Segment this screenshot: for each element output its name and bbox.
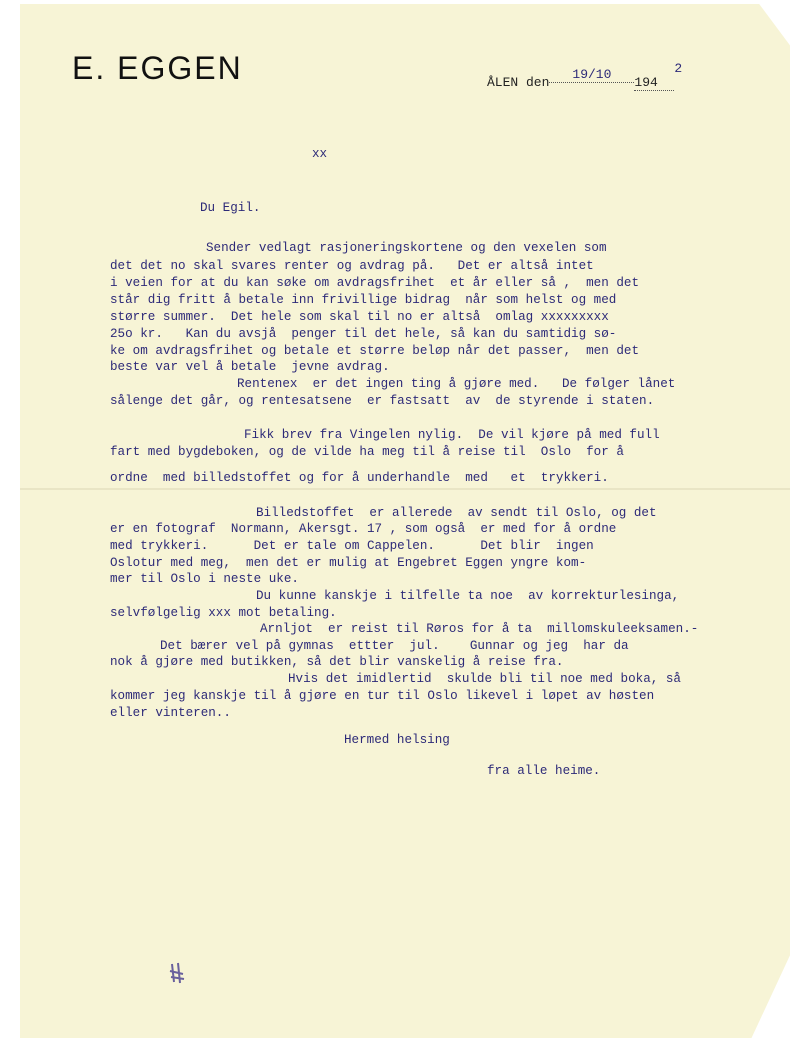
body-line: står dig fritt å betale inn frivillige bidrag når som helst og med xyxy=(110,293,617,307)
year-suffix: 2 xyxy=(674,61,683,76)
body-line: nok å gjøre med butikken, så det blir vanskelig å reise fra. xyxy=(110,655,564,669)
place-label: ÅLEN den xyxy=(487,75,550,90)
body-line: med trykkeri. Det er tale om Cappelen. Det blir ingen xyxy=(110,539,594,553)
date-value: 19/10 xyxy=(549,67,634,83)
body-line: Du kunne kanskje i tilfelle ta noe av korrekturlesinga, xyxy=(256,589,680,603)
paper-fold-line xyxy=(20,488,790,490)
body-line: det det no skal svares renter og avdrag på. Det er altså intet xyxy=(110,259,594,273)
body-line: er en fotograf Normann, Akersgt. 17 , som også er med for å ordne xyxy=(110,522,617,536)
body-line: Rentenex er det ingen ting å gjøre med. De følger lånet xyxy=(237,377,676,391)
body-line: Fikk brev fra Vingelen nylig. De vil kjøre på med full xyxy=(244,428,660,442)
body-line: Hvis det imidlertid skulde bli til noe med boka, så xyxy=(288,672,681,686)
body-line: kommer jeg kanskje til å gjøre en tur til Oslo likevel i løpet av høsten xyxy=(110,689,655,703)
body-line: eller vinteren.. xyxy=(110,706,231,720)
body-line: Sender vedlagt rasjoneringskortene og den vexelen som xyxy=(206,241,607,255)
body-line: beste var vel å betale jevne avdrag. xyxy=(110,360,390,374)
letter-paper xyxy=(20,4,790,1038)
year-prefix: 194 xyxy=(634,75,674,91)
greeting: Du Egil. xyxy=(200,201,261,215)
body-line: større summer. Det hele som skal til no er altså omlag xxxxxxxxx xyxy=(110,310,609,324)
date-line xyxy=(487,61,683,91)
letterhead-name: E. EGGEN xyxy=(72,50,243,86)
body-line: sålenge det går, og rentesatsene er fastsatt av de styrende i staten. xyxy=(110,394,655,408)
signoff-line: fra alle heime. xyxy=(487,764,601,778)
body-line: ordne med billedstoffet og for å underhandle med et trykkeri. xyxy=(110,471,609,485)
body-line: i veien for at du kan søke om avdragsfrihet et år eller så , men det xyxy=(110,276,640,290)
top-marker: xx xyxy=(312,147,328,161)
ink-mark xyxy=(168,962,186,984)
body-line: Det bærer vel på gymnas ettter jul. Gunnar og jeg har da xyxy=(160,639,629,653)
body-line: Oslotur med meg, men det er mulig at Engebret Eggen yngre kom- xyxy=(110,556,587,570)
body-line: mer til Oslo i neste uke. xyxy=(110,572,299,586)
body-line: ke om avdragsfrihet og betale et større beløp når det passer, men det xyxy=(110,344,640,358)
body-line: selvfølgelig xxx mot betaling. xyxy=(110,606,337,620)
closing-line: Hermed helsing xyxy=(344,733,450,747)
body-line: Arnljot er reist til Røros for å ta millomskuleeksamen.- xyxy=(260,622,699,636)
body-line: fart med bygdeboken, og de vilde ha meg til å reise til Oslo for å xyxy=(110,445,624,459)
body-line: 25o kr. Kan du avsjå penger til det hele, så kan du samtidig sø- xyxy=(110,327,617,341)
body-line: Billedstoffet er allerede av sendt til Oslo, og det xyxy=(256,506,657,520)
